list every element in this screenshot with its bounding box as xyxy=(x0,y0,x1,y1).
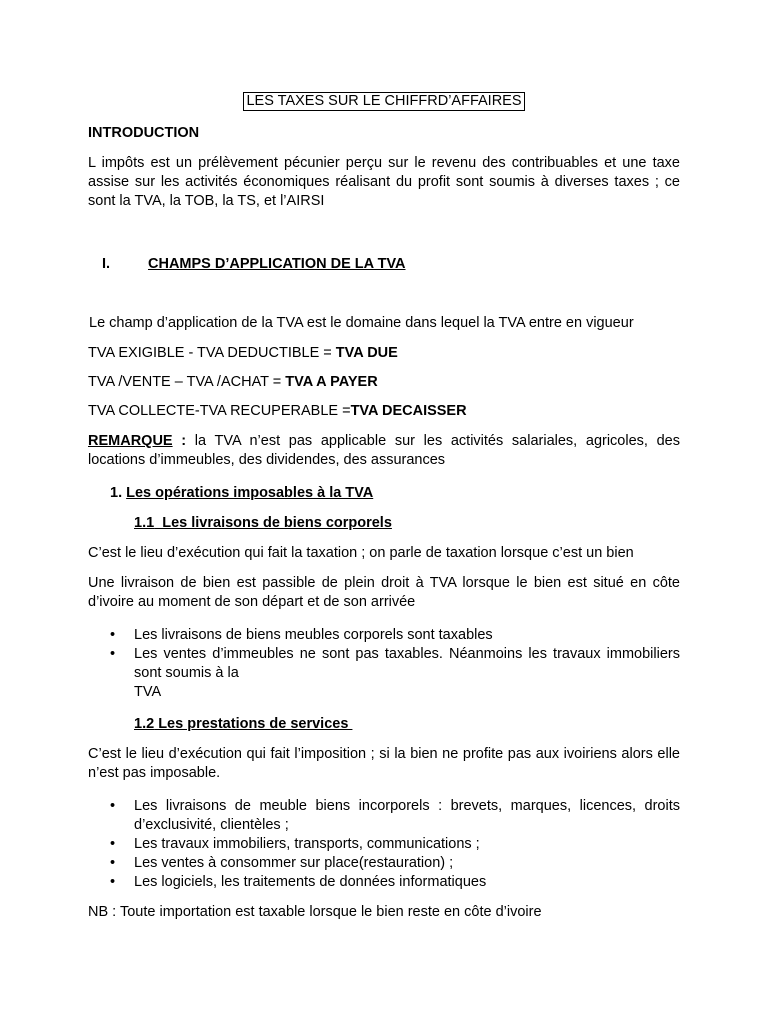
formula-result: TVA DUE xyxy=(335,345,398,361)
bullet-marker: • xyxy=(110,627,116,643)
remarque-colon: : xyxy=(172,433,187,449)
item-heading-1-1 xyxy=(134,514,674,533)
bullet-list-2 xyxy=(88,797,680,892)
list-item xyxy=(88,626,680,645)
bullet-list-1 xyxy=(88,626,680,702)
item-1-1-paragraph-1: C’est le lieu d’exécution qui fait la taxation ; on parle de taxation lorsque c’est un bien xyxy=(88,545,634,561)
item-number: 1.2 xyxy=(134,716,155,732)
subsection-number: 1. xyxy=(110,485,127,501)
list-item-text: Les logiciels, les traitements de données informatiques xyxy=(134,874,487,890)
formula-line-1 xyxy=(88,344,680,363)
section-title: CHAMPS D’APPLICATION DE LA TVA xyxy=(148,256,406,272)
section-number: I. xyxy=(102,256,111,272)
formula-line-3 xyxy=(88,402,680,421)
nb-note: NB : Toute importation est taxable lorsque le bien reste en côte d’ivoire xyxy=(88,904,542,920)
bullet-marker: • xyxy=(110,855,116,871)
remarque-label: REMARQUE xyxy=(88,433,173,449)
list-item-text: Les ventes à consommer sur place(restauration) ; xyxy=(134,855,454,871)
list-item xyxy=(88,835,680,854)
list-item-text: Les travaux immobiliers, transports, communications ; xyxy=(134,836,480,852)
list-item-text-continuation: TVA xyxy=(134,684,162,700)
formula-result: TVA DECAISSER xyxy=(350,403,467,419)
subsection-title: Les opérations imposables à la TVA xyxy=(126,485,374,501)
remarque-paragraph xyxy=(88,432,680,470)
list-item xyxy=(88,645,680,702)
list-item xyxy=(88,873,680,892)
remarque-text: la TVA n’est pas applicable sur les activités salariales, agricoles, des locations d’immeubles, des dividendes, des assurances xyxy=(88,433,680,468)
list-item-text: Les ventes d’immeubles ne sont pas taxables. Néanmoins les travaux immobiliers sont soumis à la xyxy=(134,646,680,681)
formula-result: TVA A PAYER xyxy=(285,374,378,390)
bullet-marker: • xyxy=(110,646,116,662)
bullet-marker: • xyxy=(110,874,116,890)
bullet-marker: • xyxy=(110,836,116,852)
list-item-text: Les livraisons de biens meubles corporels sont taxables xyxy=(134,627,493,643)
formula-line-2 xyxy=(88,373,680,392)
item-title: Les livraisons de biens corporels xyxy=(154,515,392,531)
list-item-text: Les livraisons de meuble biens incorporels : brevets, marques, licences, droits d’exclusivité, clientèles ; xyxy=(134,798,680,833)
item-1-1-paragraph-2: Une livraison de bien est passible de plein droit à TVA lorsque le bien est situé en côte d’ivoire au moment de son départ et de son arrivée xyxy=(88,575,680,610)
document-title: LES TAXES SUR LE CHIFFRD’AFFAIRES xyxy=(243,92,524,111)
definition-paragraph: Le champ d’application de la TVA est le domaine dans lequel la TVA entre en vigueur xyxy=(89,315,634,331)
introduction-heading: INTRODUCTION xyxy=(88,125,200,141)
formula-left: TVA EXIGIBLE - TVA DEDUCTIBLE = xyxy=(88,345,336,361)
list-item xyxy=(88,854,680,873)
formula-left: TVA COLLECTE-TVA RECUPERABLE = xyxy=(88,403,351,419)
item-1-2-paragraph-1: C’est le lieu d’exécution qui fait l’imposition ; si la bien ne profite pas aux ivoiriens alors elle n’est pas imposable. xyxy=(88,746,680,781)
formula-left: TVA /VENTE – TVA /ACHAT = xyxy=(88,374,286,390)
title-container xyxy=(88,92,680,111)
list-item xyxy=(88,797,680,835)
subsection-heading-1 xyxy=(110,484,670,503)
item-heading-1-2 xyxy=(134,715,674,734)
item-title: Les prestations de services xyxy=(154,716,353,732)
bullet-marker: • xyxy=(110,798,116,814)
introduction-paragraph: L impôts est un prélèvement pécunier perçu sur le revenu des contribuables et une taxe assise sur les activités économiques réalisant du profit sont soumis à diverses taxes ; ce sont la TVA, la TOB, la TS, et l’AIRSI xyxy=(88,155,680,209)
item-number: 1.1 xyxy=(134,515,155,531)
